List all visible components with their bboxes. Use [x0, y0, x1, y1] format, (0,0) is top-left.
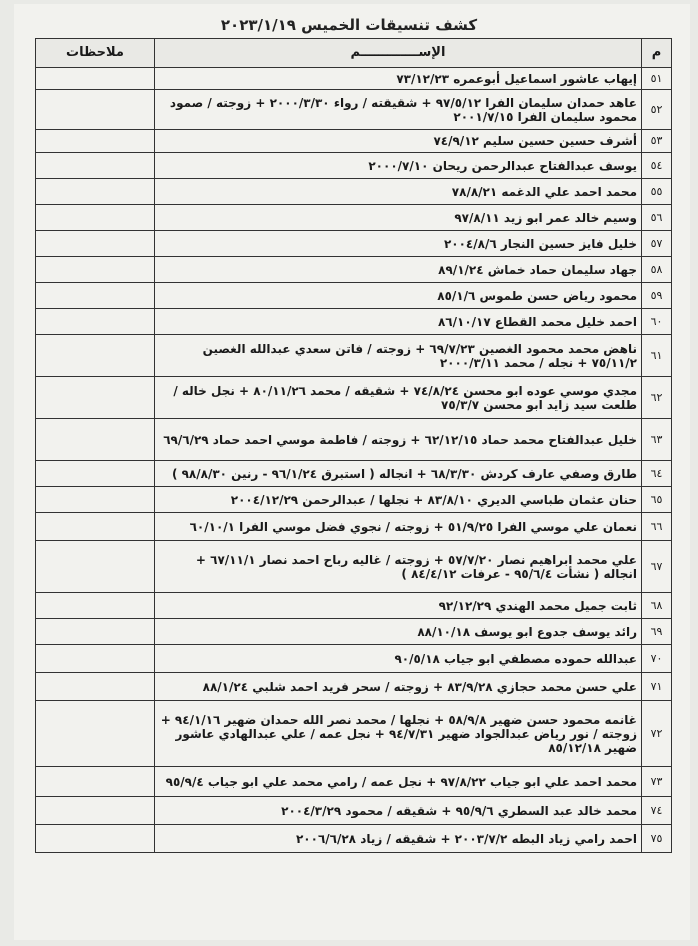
- table-row: [36, 619, 672, 645]
- row-name: وسيم خالد عمر ابو زيد ٩٧/٨/١١: [155, 205, 642, 231]
- row-notes: [36, 283, 155, 309]
- row-name: غانمه محمود حسن ضهير ٥٨/٩/٨ + نجلها / محمد نصر الله حمدان ضهير ٩٤/١/١٦ + زوجته / نور رياض عبدالجواد ضهير ٩٤/٧/٣١ + نجل عمه / علي عبدالهادي عاشور ضهير ٨٥/١٢/١٨: [155, 701, 642, 767]
- row-notes: [36, 593, 155, 619]
- row-notes: [36, 673, 155, 701]
- row-notes: [36, 645, 155, 673]
- table-row: [36, 541, 672, 593]
- row-name: ناهض محمد محمود الغصين ٦٩/٧/٢٣ + زوجته / فاتن سعدي عبدالله الغصين ٧٥/١١/٢ + نجله / محمد ٢٠٠٠/٣/١١: [155, 335, 642, 377]
- row-name: طارق وصفي عارف كردش ٦٨/٣/٣٠ + انجاله ( استبرق ٩٦/١/٢٤ - رنين ٩٨/٨/٣٠ ): [155, 461, 642, 487]
- row-number: ٦٤: [642, 461, 672, 487]
- table-row: [36, 153, 672, 179]
- row-notes: [36, 205, 155, 231]
- row-notes: [36, 377, 155, 419]
- table-row: [36, 283, 672, 309]
- header-num: م: [642, 39, 672, 68]
- table-row: [36, 205, 672, 231]
- table-row: [36, 179, 672, 205]
- table-row: [36, 231, 672, 257]
- table-row: [36, 487, 672, 513]
- names-table: [35, 38, 672, 853]
- row-name: احمد رامي زياد البطه ٢٠٠٣/٧/٢ + شقيقه / زياد ٢٠٠٦/٦/٢٨: [155, 825, 642, 853]
- row-number: ٥١: [642, 68, 672, 90]
- row-name: إيهاب عاشور اسماعيل أبوعمره ٧٣/١٢/٢٣: [155, 68, 642, 90]
- table-row: [36, 257, 672, 283]
- table-header-row: [36, 39, 672, 68]
- table-row: [36, 461, 672, 487]
- row-name: خليل فايز حسين النجار ٢٠٠٤/٨/٦: [155, 231, 642, 257]
- row-name: عاهد حمدان سليمان الفرا ٩٧/٥/١٢ + شقيقته / رواء ٢٠٠٠/٣/٣٠ + زوجته / صمود محمود سليمان الفرا ٢٠٠١/٧/١٥: [155, 90, 642, 130]
- row-number: ٧٥: [642, 825, 672, 853]
- row-notes: [36, 619, 155, 645]
- table-row: [36, 797, 672, 825]
- table-row: [36, 419, 672, 461]
- row-number: ٥٤: [642, 153, 672, 179]
- row-name: علي حسن محمد حجازي ٨٣/٩/٢٨ + زوجته / سحر فريد احمد شلبي ٨٨/١/٢٤: [155, 673, 642, 701]
- row-number: ٥٣: [642, 130, 672, 153]
- table-row: [36, 130, 672, 153]
- row-notes: [36, 153, 155, 179]
- page-title: كشف تنسيقات الخميس ٢٠٢٣/١/١٩: [220, 16, 478, 34]
- row-notes: [36, 767, 155, 797]
- row-name: حنان عثمان طباسي الديري ٨٣/٨/١٠ + نجلها / عبدالرحمن ٢٠٠٤/١٢/٢٩: [155, 487, 642, 513]
- row-name: جهاد سليمان حماد خماش ٨٩/١/٢٤: [155, 257, 642, 283]
- row-notes: [36, 335, 155, 377]
- row-number: ٧١: [642, 673, 672, 701]
- header-notes: ملاحظات: [36, 39, 155, 68]
- row-name: يوسف عبدالفتاح عبدالرحمن ريحان ٢٠٠٠/٧/١٠: [155, 153, 642, 179]
- row-notes: [36, 541, 155, 593]
- row-notes: [36, 257, 155, 283]
- row-number: ٦٣: [642, 419, 672, 461]
- row-notes: [36, 90, 155, 130]
- row-number: ٦٦: [642, 513, 672, 541]
- row-number: ٦٠: [642, 309, 672, 335]
- row-number: ٦٧: [642, 541, 672, 593]
- table-row: [36, 335, 672, 377]
- table-body: [36, 68, 672, 853]
- row-number: ٦٩: [642, 619, 672, 645]
- row-notes: [36, 461, 155, 487]
- row-number: ٦٥: [642, 487, 672, 513]
- header-name: الإســـــــــــــم: [155, 39, 642, 68]
- row-name: ثابت جميل محمد الهندي ٩٢/١٢/٢٩: [155, 593, 642, 619]
- table-row: [36, 68, 672, 90]
- row-number: ٦٢: [642, 377, 672, 419]
- row-notes: [36, 130, 155, 153]
- row-name: رائد يوسف جدوع ابو يوسف ٨٨/١٠/١٨: [155, 619, 642, 645]
- row-name: خليل عبدالفتاح محمد حماد ٦٢/١٢/١٥ + زوجته / فاطمة موسي احمد حماد ٦٩/٦/٢٩: [155, 419, 642, 461]
- row-name: محمد خالد عبد السطري ٩٥/٩/٦ + شقيقه / محمود ٢٠٠٤/٣/٢٩: [155, 797, 642, 825]
- row-number: ٥٨: [642, 257, 672, 283]
- row-number: ٥٢: [642, 90, 672, 130]
- row-name: نعمان علي موسي الفرا ٥١/٩/٢٥ + زوجته / نجوي فضل موسي الفرا ٦٠/١٠/١: [155, 513, 642, 541]
- row-notes: [36, 825, 155, 853]
- row-name: محمد احمد علي ابو جياب ٩٧/٨/٢٢ + نجل عمه / رامي محمد علي ابو جياب ٩٥/٩/٤: [155, 767, 642, 797]
- row-name: احمد خليل محمد القطاع ٨٦/١٠/١٧: [155, 309, 642, 335]
- table-row: [36, 593, 672, 619]
- table-row: [36, 377, 672, 419]
- table-row: [36, 701, 672, 767]
- row-notes: [36, 513, 155, 541]
- row-name: محمد احمد علي الدغمه ٧٨/٨/٢١: [155, 179, 642, 205]
- row-number: ٧٣: [642, 767, 672, 797]
- table-row: [36, 825, 672, 853]
- row-number: ٥٩: [642, 283, 672, 309]
- table-row: [36, 673, 672, 701]
- row-number: ٦٨: [642, 593, 672, 619]
- table-row: [36, 645, 672, 673]
- row-name: عبدالله حموده مصطفي ابو جياب ٩٠/٥/١٨: [155, 645, 642, 673]
- table-row: [36, 513, 672, 541]
- row-number: ٥٧: [642, 231, 672, 257]
- row-notes: [36, 487, 155, 513]
- row-notes: [36, 419, 155, 461]
- row-number: ٦١: [642, 335, 672, 377]
- row-number: ٥٥: [642, 179, 672, 205]
- row-name: علي محمد ابراهيم نصار ٥٧/٧/٢٠ + زوجته / غاليه رباح احمد نصار ٦٧/١١/١ + انجاله ( نشأت ٩٥/٦/٤ - عرفات ٨٤/٤/١٢ ): [155, 541, 642, 593]
- row-name: محمود رياض حسن طموس ٨٥/١/٦: [155, 283, 642, 309]
- table-row: [36, 767, 672, 797]
- row-number: ٧٠: [642, 645, 672, 673]
- row-number: ٧٤: [642, 797, 672, 825]
- row-notes: [36, 797, 155, 825]
- row-notes: [36, 309, 155, 335]
- row-number: ٥٦: [642, 205, 672, 231]
- row-name: مجدي موسي عوده ابو محسن ٧٤/٨/٢٤ + شقيقه / محمد ٨٠/١١/٢٦ + نجل خاله / طلعت سيد زايد ابو محسن ٧٥/٣/٧: [155, 377, 642, 419]
- row-notes: [36, 231, 155, 257]
- table-row: [36, 90, 672, 130]
- row-notes: [36, 179, 155, 205]
- table-row: [36, 309, 672, 335]
- row-number: ٧٢: [642, 701, 672, 767]
- row-notes: [36, 701, 155, 767]
- row-notes: [36, 68, 155, 90]
- row-name: أشرف حسين حسين سليم ٧٤/٩/١٢: [155, 130, 642, 153]
